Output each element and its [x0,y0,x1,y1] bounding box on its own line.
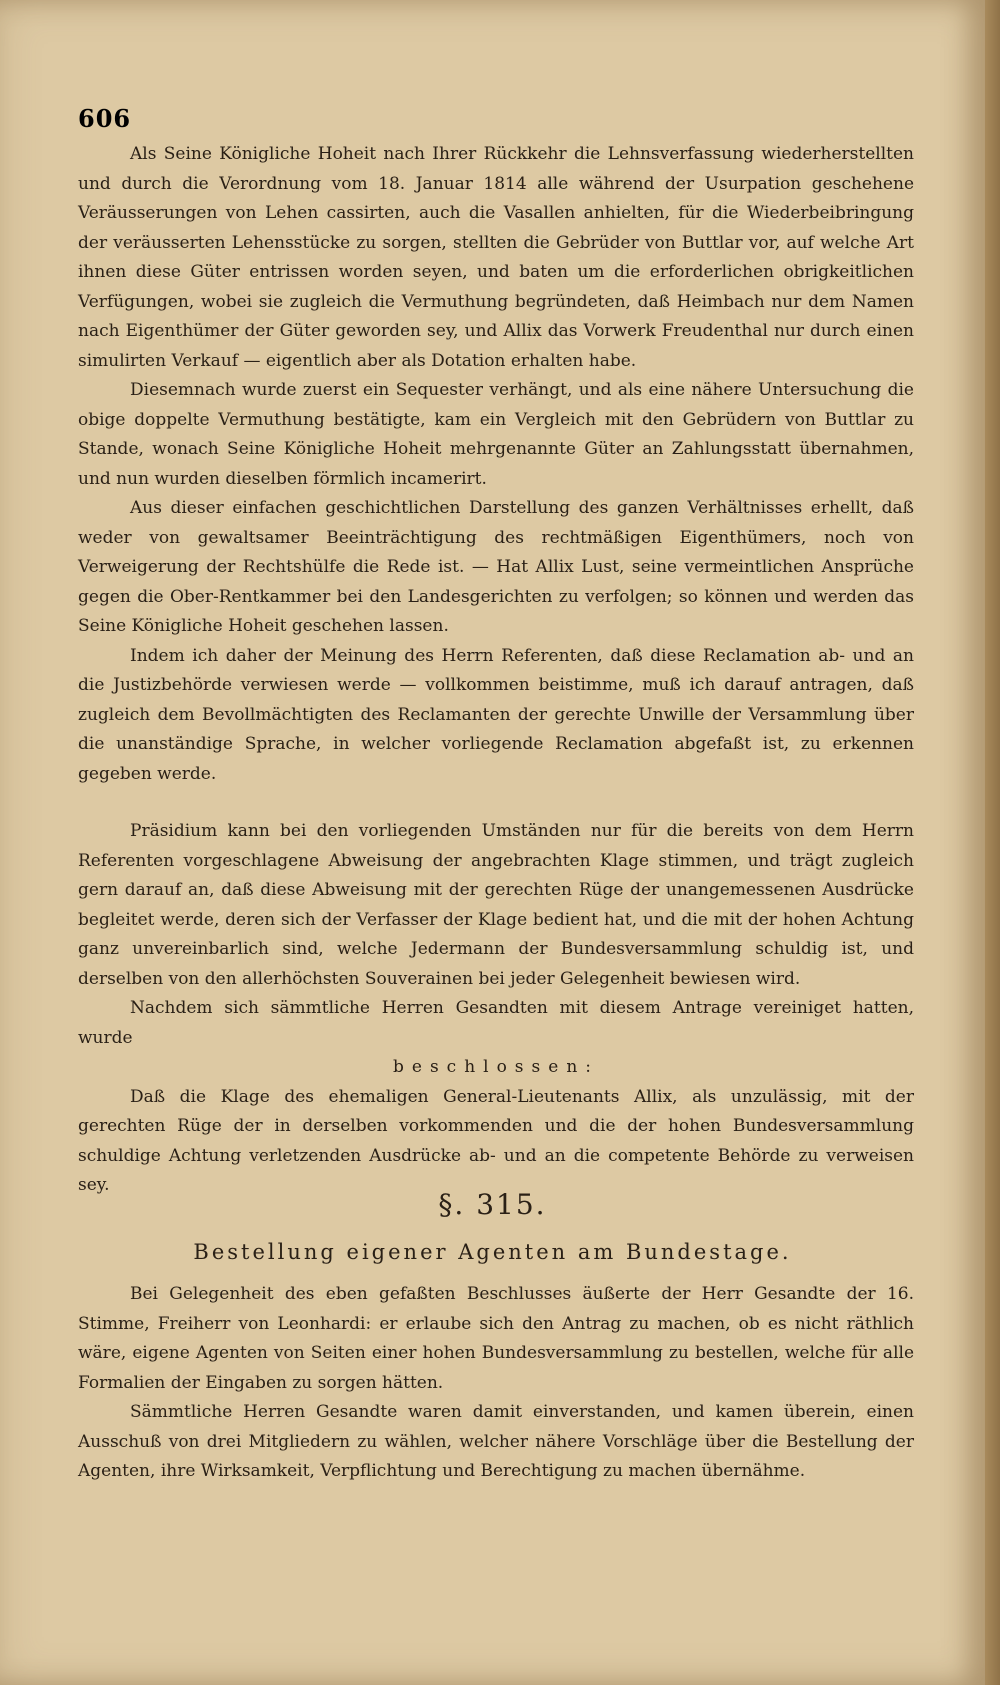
paragraph: Sämmtliche Herren Gesandte waren damit einverstanden, und kamen überein, einen Ausschuß von drei Mitgliedern zu wählen, welcher nähere Vorschläge über die Bestellung der Agenten, ihre Wirksamkeit, Verpflichtung und Berechtigung zu machen übernähme. [78,1402,914,1481]
page-edge [985,0,1000,1685]
text-block-1 [78,140,914,789]
paragraph: Indem ich daher der Meinung des Herrn Referenten, daß diese Reclamation ab- und an die Justizbehörde verwiesen werde — vollkommen beistimme, muß ich darauf antragen, daß zugleich dem Bevollmächtigten des Reclamanten der gerechte Unwille der Versammlung über die unanständige Sprache, in welcher vorliegende Reclamation abgefaßt ist, zu erkennen gegeben werde. [78,645,914,784]
paragraph: Nachdem sich sämmtliche Herren Gesandten mit diesem Antrage vereiniget hatten, wurde [78,998,914,1048]
paragraph: Diesemnach wurde zuerst ein Sequester verhängt, und als eine nähere Untersuchung die obige doppelte Vermuthung bestätigte, kam ein Vergleich mit den Gebrüdern von Buttlar zu Stande, wonach Seine Königliche Hoheit mehrgenannte Güter an Zahlungsstatt übernahmen, und nun wurden dieselben förmlich incamerirt. [78,380,914,489]
resolution-heading: beschlossen: [393,1057,599,1077]
section-title: Bestellung eigener Agenten am Bundestage. [193,1240,792,1264]
page-number: 606 [78,104,132,133]
paragraph: Bei Gelegenheit des eben gefaßten Beschlusses äußerte der Herr Gesandte der 16. Stimme, Freiherr von Leonhardi: er erlaube sich den Antrag zu machen, ob es nicht räthlich wäre, eigene Agenten von Seiten einer hohen Bundesversammlung zu bestellen, welche für alle Formalien der Eingaben zu sorgen hätten. [78,1284,914,1393]
paragraph: Als Seine Königliche Hoheit nach Ihrer Rückkehr die Lehnsverfassung wiederherstellten und durch die Verordnung vom 18. Januar 1814 alle während der Usurpation geschehene Veräusserungen von Lehen cassirten, auch die Vasallen anhielten, für die Wiederbeibringung der veräusserten Lehensstücke zu sorgen, stellten die Gebrüder von Buttlar vor, auf welche Art ihnen diese Güter entrissen worden seyen, und baten um die erforderlichen obrigkeitlichen Verfügungen, wobei sie zugleich die Vermuthung begründeten, daß Heimbach nur dem Namen nach Eigenthümer der Güter geworden sey, und Allix das Vorwerk Freudenthal nur durch einen simulirten Verkauf — eigentlich aber als Dotation erhalten habe. [78,144,914,371]
paragraph: Daß die Klage des ehemaligen General-Lieutenants Allix, als unzulässig, mit der gerechten Rüge der in derselben vorkommenden und die der hohen Bundesversammlung schuldige Achtung verletzenden Ausdrücke ab- und an die competente Behörde zu verweisen sey. [78,1086,914,1195]
section-number: §. 315. [438,1188,547,1221]
text-block-3 [78,1280,914,1487]
text-block-2 [78,817,914,1201]
paragraph: Präsidium kann bei den vorliegenden Umständen nur für die bereits von dem Herrn Referenten vorgeschlagene Abweisung der angebrachten Klage stimmen, und trägt zugleich gern darauf an, daß diese Abweisung mit der gerechten Rüge der unangemessenen Ausdrücke begleitet werde, deren sich der Verfasser der Klage bedient hat, und die mit der hohen Achtung ganz unvereinbarlich sind, welche Jedermann der Bundesversammlung schuldig ist, und derselben von den allerhöchsten Souverainen bei jeder Gelegenheit bewiesen wird. [78,821,914,989]
paragraph: Aus dieser einfachen geschichtlichen Darstellung des ganzen Verhältnisses erhellt, daß weder von gewaltsamer Beeinträchtigung des rechtmäßigen Eigenthümers, noch von Verweigerung der Rechtshülfe die Rede ist. — Hat Allix Lust, seine vermeintlichen Ansprüche gegen die Ober-Rentkammer bei den Landesgerichten zu verfolgen; so können und werden das Seine Königliche Hoheit geschehen lassen. [78,498,914,636]
